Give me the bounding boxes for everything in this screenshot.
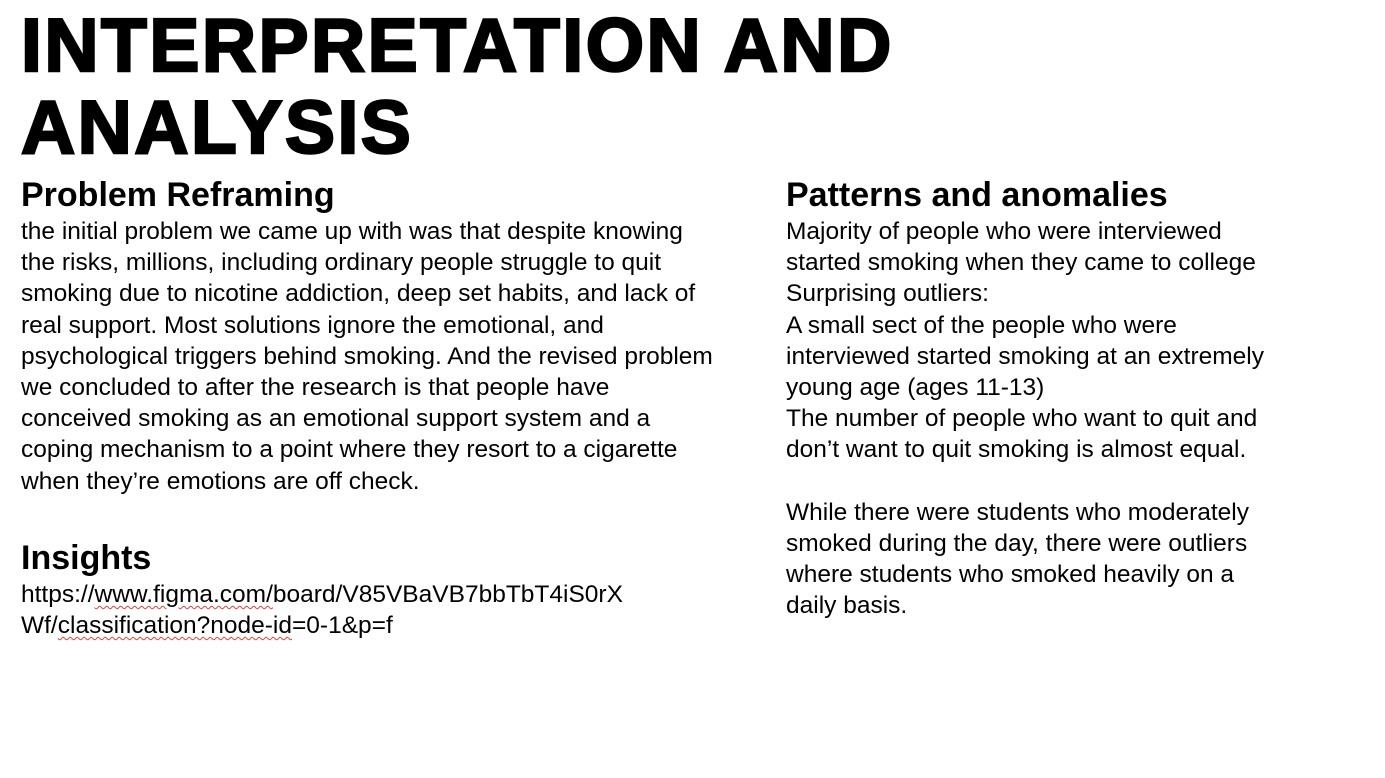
spellcheck-flagged-text: classification?node-id [57, 612, 292, 640]
patterns-heading: Patterns and anomalies [786, 176, 1168, 214]
paragraph-spacer [786, 466, 1346, 497]
body-line: conceived smoking as an emotional support system and a [21, 405, 651, 433]
body-line: The number of people who want to quit and [786, 405, 1258, 433]
body-line: interviewed started smoking at an extremely [786, 342, 1264, 370]
body-line: Majority of people who were interviewed [786, 218, 1222, 245]
slide-title-line-2: ANALYSIS [21, 85, 414, 169]
patterns-section [786, 175, 1346, 622]
insights-link-line-1[interactable] [21, 579, 766, 610]
body-line: real support. Most solutions ignore the emotional, and [21, 311, 604, 339]
body-line: coping mechanism to a point where they resort to a cigarette [21, 436, 678, 464]
link-text: board/V85VBaVB7bbTbT4iS0rX [272, 581, 623, 608]
body-line: don’t want to quit smoking is almost equal. [786, 436, 1247, 464]
body-line: smoking due to nicotine addiction, deep set habits, and lack of [21, 280, 696, 308]
body-line: the risks, millions, including ordinary people struggle to quit [21, 249, 662, 277]
link-text: https:// [21, 581, 95, 608]
body-line: While there were students who moderately [786, 498, 1249, 526]
problem-reframing-body [21, 216, 766, 497]
body-line: we concluded to after the research is that people have [21, 374, 610, 402]
body-line: young age (ages 11-13) [786, 374, 1045, 402]
body-line: smoked during the day, there were outliers [786, 530, 1248, 558]
body-line: daily basis. [786, 592, 908, 620]
patterns-body [786, 216, 1346, 622]
body-line: the initial problem we came up with was that despite knowing [21, 218, 683, 245]
insights-section [21, 537, 766, 641]
insights-link[interactable] [21, 579, 766, 641]
body-line: where students who smoked heavily on a [786, 561, 1235, 589]
slide-title-line-1: INTERPRETATION AND [21, 3, 894, 87]
problem-reframing-section [21, 175, 766, 497]
insights-link-line-2[interactable] [21, 610, 766, 641]
slide-title [21, 4, 1321, 168]
body-line: Surprising outliers: [786, 280, 989, 308]
body-line: psychological triggers behind smoking. And the revised problem [21, 342, 713, 370]
insights-heading: Insights [21, 539, 152, 577]
spellcheck-flagged-text: www.figma.com/ [94, 581, 273, 608]
link-text: =0-1&p=f [292, 612, 393, 640]
body-line: A small sect of the people who were [786, 311, 1177, 339]
problem-reframing-heading: Problem Reframing [21, 176, 335, 214]
body-line: started smoking when they came to college [786, 249, 1256, 277]
link-text: Wf/ [21, 612, 58, 640]
body-line: when they’re emotions are off check. [21, 467, 420, 495]
